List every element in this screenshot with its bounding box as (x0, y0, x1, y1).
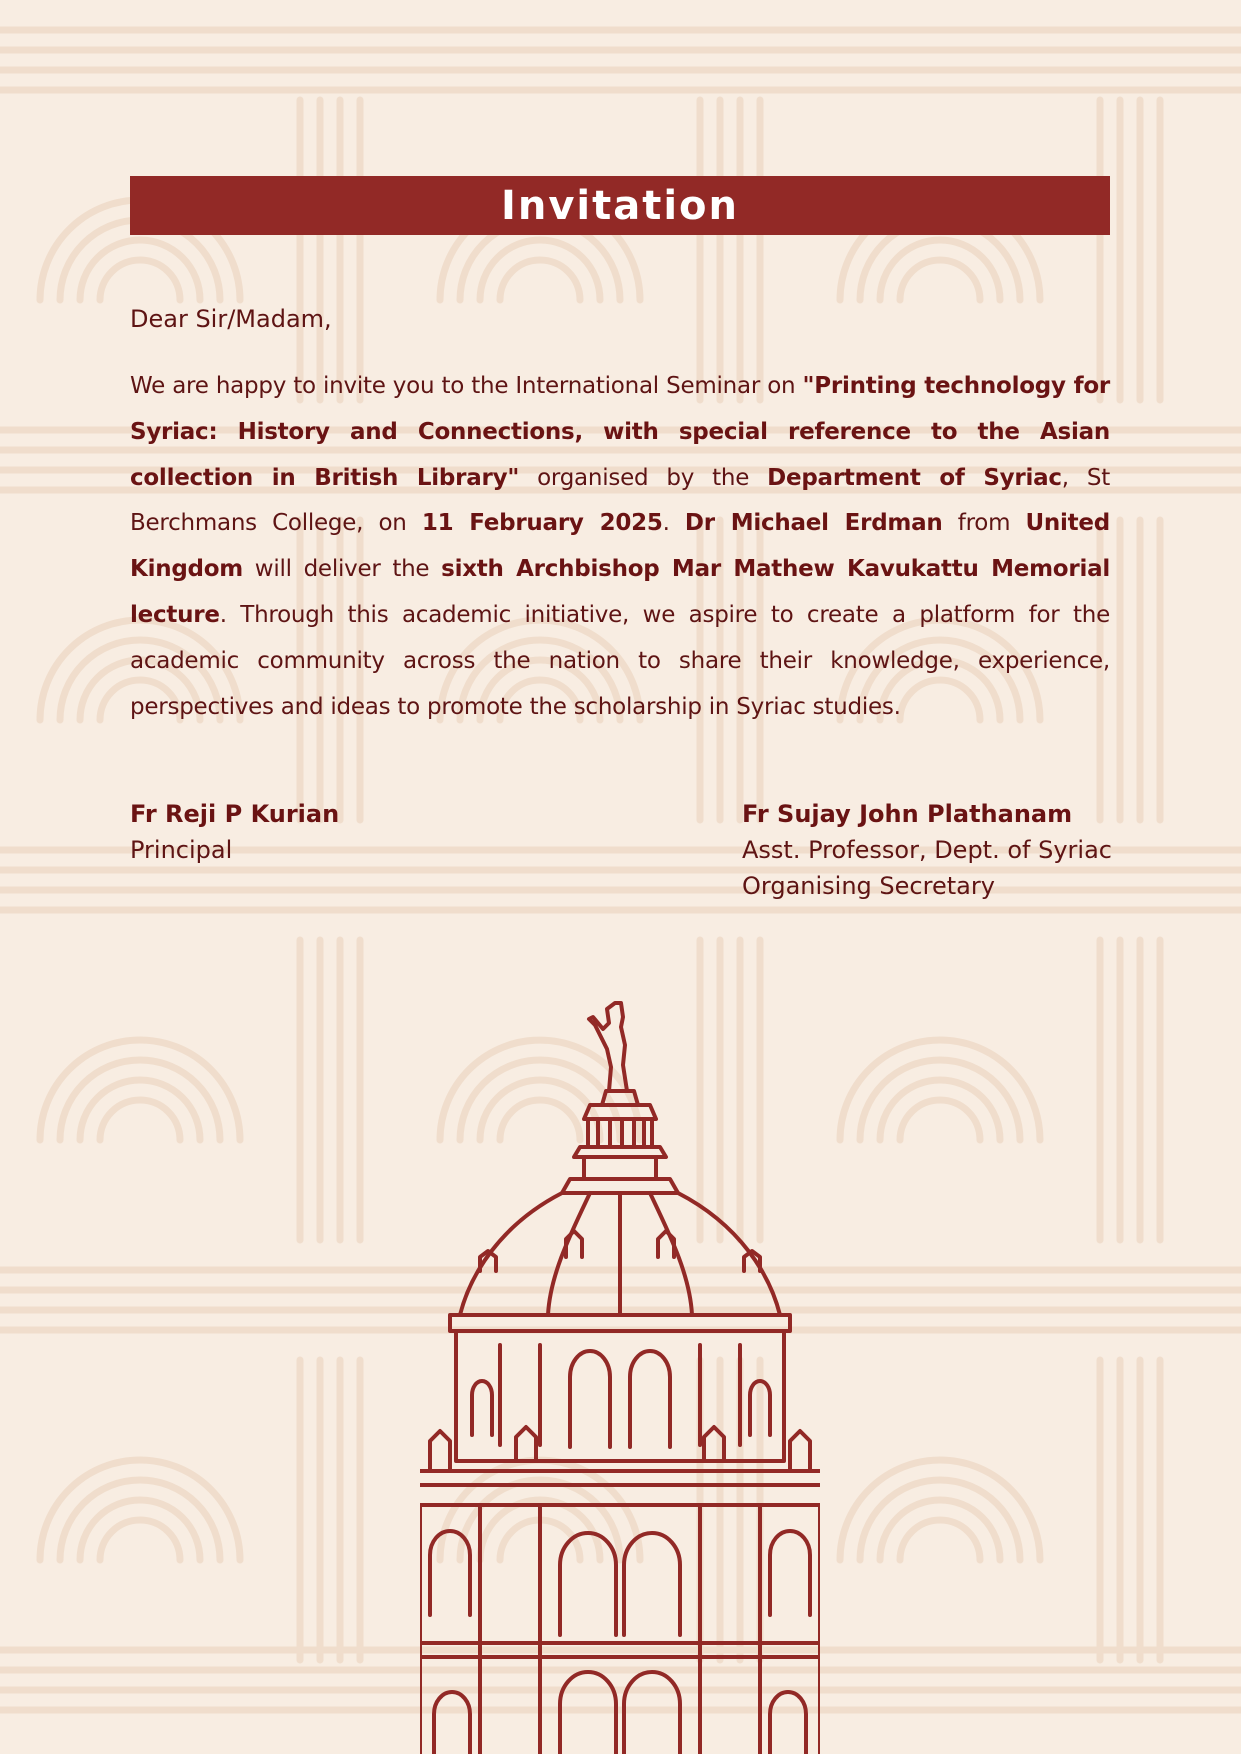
church-tower-icon (420, 995, 820, 1754)
lecture-name: sixth Archbishop Mar Mathew Kavukattu Memorial lecture (130, 556, 1110, 628)
signatory-name: Fr Reji P Kurian (130, 800, 340, 828)
salutation: Dear Sir/Madam, (130, 305, 332, 333)
signatory-principal (130, 796, 339, 868)
speaker-country: United Kingdom (130, 510, 1110, 583)
signatory-role-2: Organising Secretary (742, 872, 995, 900)
body-text-6: will deliver the (243, 556, 442, 583)
speaker-name: Dr Michael Erdman (684, 510, 943, 537)
signatory-name: Fr Sujay John Plathanam (742, 800, 1073, 828)
invitation-body (130, 364, 1110, 730)
body-text-7: . Through this academic initiative, we aspire to create a platform for the academic community across the nation to share their knowledge, experience, perspectives and ideas to promote the scholarship in Syriac studies. (130, 601, 1110, 720)
page-title: Invitation (500, 182, 740, 229)
body-text-4: . (662, 510, 685, 537)
event-date: 11 February 2025 (421, 510, 663, 537)
title-banner (130, 176, 1110, 235)
signatory-role: Asst. Professor, Dept. of Syriac (742, 836, 1112, 864)
body-text-3: , St Berchmans College, on (130, 464, 1111, 537)
signatory-role: Principal (130, 836, 233, 864)
department-name: Department of Syriac (767, 464, 1062, 491)
body-text-1: We are happy to invite you to the International Seminar on (130, 373, 803, 399)
signatory-secretary (742, 796, 1112, 904)
body-text-5: from (942, 510, 1026, 537)
seminar-title: "Printing technology for Syriac: History and Connections, with special reference to the Asian collection in British Library" (130, 373, 1110, 491)
body-text-2: organised by the (519, 464, 768, 491)
